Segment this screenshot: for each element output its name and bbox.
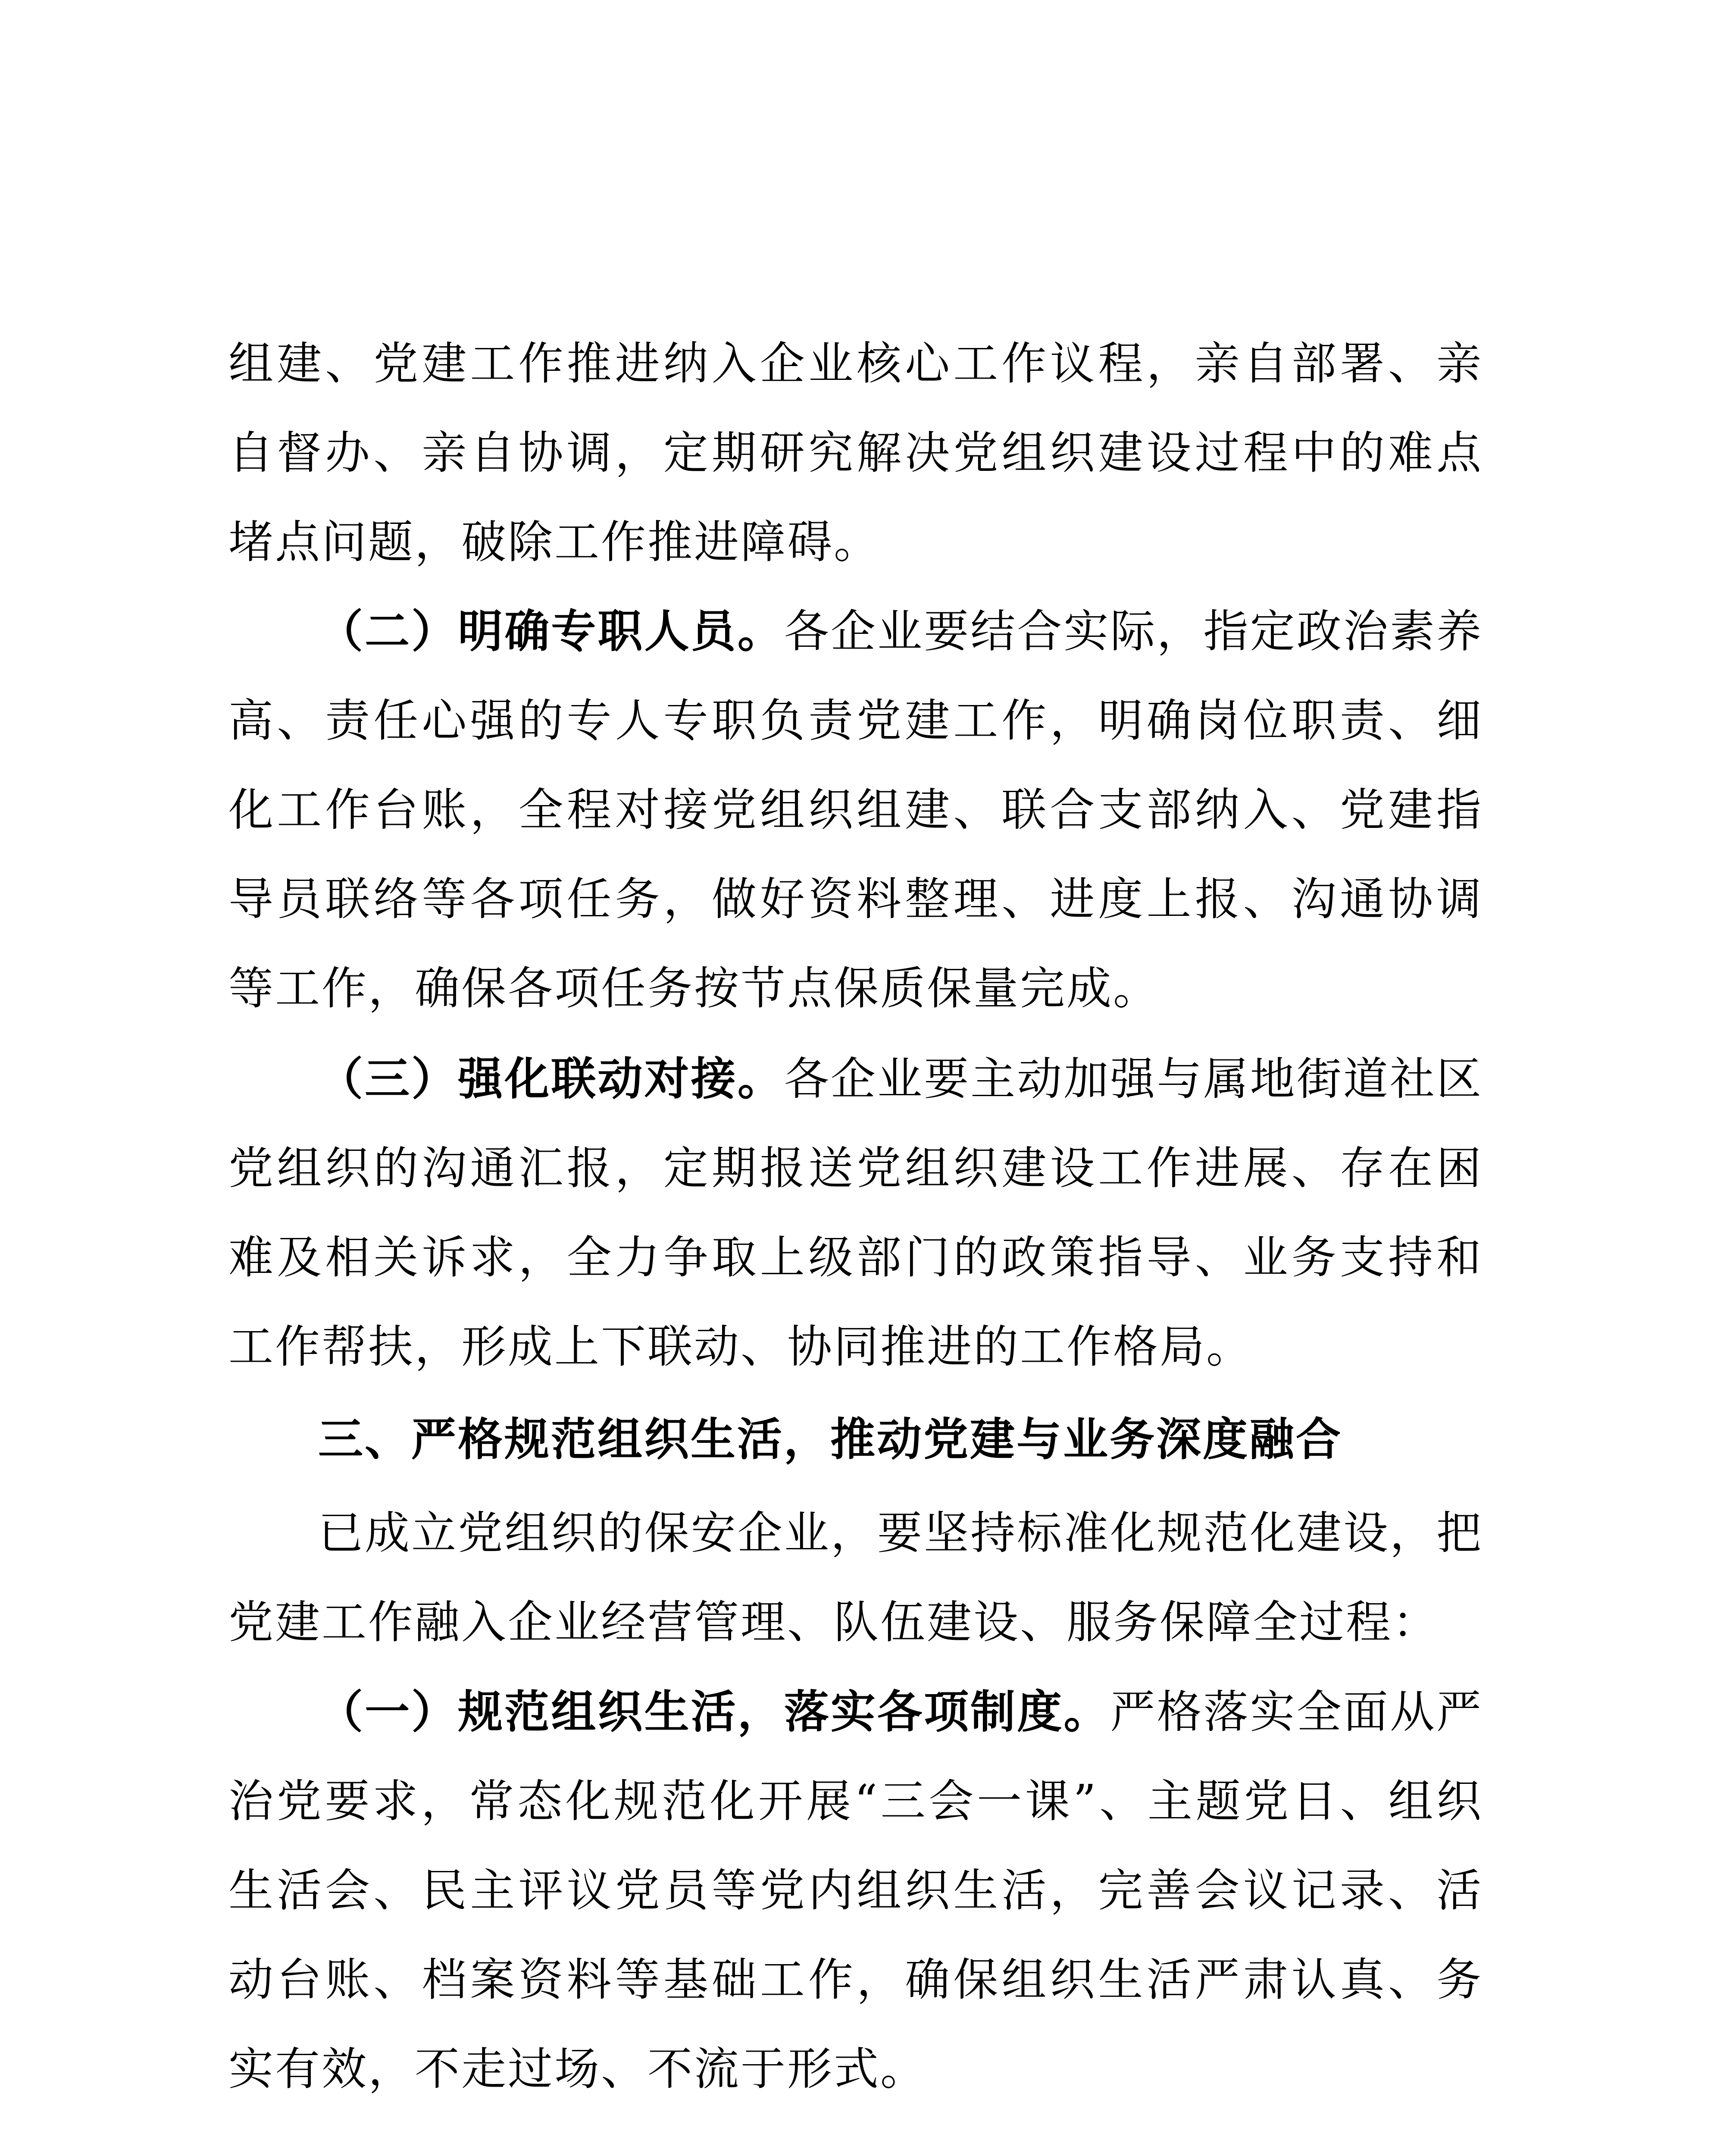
paragraph-strengthen-linkage (228, 1034, 1483, 1391)
section-heading-text: 三、严格规范组织生活，推动党建与业务深度融合 (318, 1413, 1343, 1466)
paragraph-standardize-life (228, 1667, 1483, 2114)
paragraph-text: 各企业要主动加强与属地街道社区党组织的沟通汇报，定期报送党组织建设工作进展、存在困难及相关诉求，全力争取上级部门的政策指导、业务支持和工作帮扶，形成上下联动、协同推进的工作格局。 (228, 1053, 1483, 1373)
paragraph-lead-heading: （二）明确专职人员。 (318, 605, 784, 658)
paragraph-designate-staff (228, 586, 1483, 1033)
paragraph-text: 严格落实全面从严治党要求，常态化规范化开展“三会一课”、主题党日、组织生活会、民主评议党员等党内组织生活，完善会议记录、活动台账、档案资料等基础工作，确保组织生活严肃认真、务实有效，不走过场、不流于形式。 (228, 1686, 1483, 2095)
paragraph-text: 各企业要结合实际，指定政治素养高、责任心强的专人专职负责党建工作，明确岗位职责、细化工作台账，全程对接党组织组建、联合支部纳入、党建指导员联络等各项任务，做好资料整理、进度上报、沟通协调等工作，确保各项任务按节点保质保量完成。 (228, 605, 1483, 1015)
paragraph-section-intro (228, 1489, 1483, 1667)
paragraph-text: 已成立党组织的保安企业，要坚持标准化规范化建设，把党建工作融入企业经营管理、队伍建设、服务保障全过程： (228, 1507, 1483, 1648)
paragraph-lead-heading: （三）强化联动对接。 (318, 1052, 784, 1105)
paragraph-continued (228, 319, 1483, 587)
paragraph-text: 组建、党建工作推进纳入企业核心工作议程，亲自部署、亲自督办、亲自协调，定期研究解决党组织建设过程中的难点堵点问题，破除工作推进障碍。 (228, 337, 1483, 568)
paragraph-lead-heading: （一）规范组织生活，落实各项制度。 (318, 1685, 1110, 1738)
section-heading-3 (228, 1395, 1483, 1484)
